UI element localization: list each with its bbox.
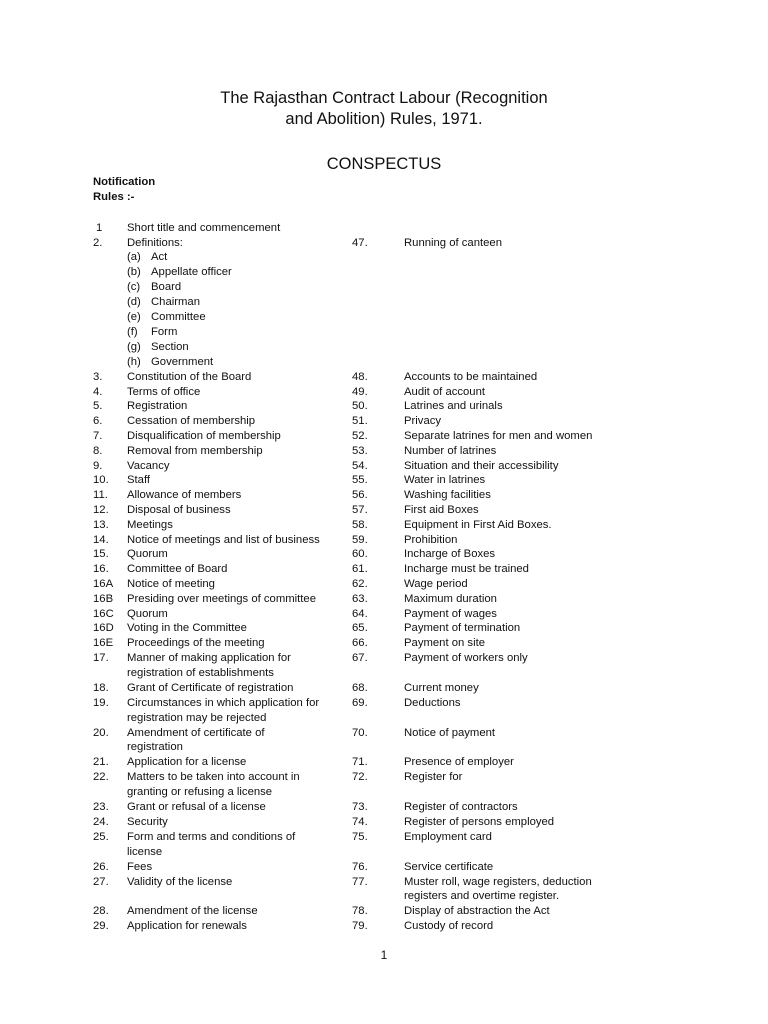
rule-number: 61. xyxy=(352,563,368,575)
rule-title: Payment of wages xyxy=(404,608,497,620)
rule-number: 19. xyxy=(93,697,109,709)
rule-title: registration xyxy=(127,741,183,753)
rule-title: Vacancy xyxy=(127,460,170,472)
rule-number: 71. xyxy=(352,756,368,768)
rule-number: 57. xyxy=(352,504,368,516)
rule-number: 16C xyxy=(93,608,114,620)
rule-title: Grant or refusal of a license xyxy=(127,801,266,813)
definition-letter: (g) xyxy=(127,341,141,353)
rule-title: Equipment in First Aid Boxes. xyxy=(404,519,552,531)
rule-title: Privacy xyxy=(404,415,442,427)
definition-term: Act xyxy=(151,251,168,263)
rule-title: Payment on site xyxy=(404,637,486,649)
rule-number: 11. xyxy=(93,489,108,501)
rule-title: Payment of termination xyxy=(404,622,521,634)
rule-number: 16D xyxy=(93,622,114,634)
rule-title: Maximum duration xyxy=(404,593,497,605)
definition-letter: (c) xyxy=(127,281,141,293)
rule-number: 13. xyxy=(93,519,109,531)
notification-label: Notification xyxy=(93,176,156,188)
definition-term: Appellate officer xyxy=(151,266,232,278)
rule-title: Meetings xyxy=(127,519,173,531)
rule-number: 75. xyxy=(352,831,368,843)
rule-number: 60. xyxy=(352,548,368,560)
rule-title: Register for xyxy=(404,771,463,783)
rules-label: Rules :- xyxy=(93,191,135,203)
rule-title: Circumstances in which application for xyxy=(127,697,320,709)
rule-title: Quorum xyxy=(127,608,168,620)
rule-title: Notice of meeting xyxy=(127,578,215,590)
rule-number: 67. xyxy=(352,652,368,664)
definition-term: Chairman xyxy=(151,296,200,308)
rule-number: 23. xyxy=(93,801,109,813)
rule-title: Incharge must be trained xyxy=(404,563,529,575)
rule-number: 56. xyxy=(352,489,368,501)
rule-number: 9. xyxy=(93,460,103,472)
rule-number: 70. xyxy=(352,727,368,739)
rule-title: Display of abstraction the Act xyxy=(404,905,550,917)
rule-title: First aid Boxes xyxy=(404,504,479,516)
rule-number: 48. xyxy=(352,371,368,383)
rule-number: 49. xyxy=(352,386,368,398)
rule-title: Amendment of certificate of xyxy=(127,727,265,739)
rule-number: 6. xyxy=(93,415,103,427)
rule-title: Removal from membership xyxy=(127,445,263,457)
rule-title: Number of latrines xyxy=(404,445,497,457)
rule-title: Audit of account xyxy=(404,386,486,398)
rule-title: Register of contractors xyxy=(404,801,518,813)
rule-title: Situation and their accessibility xyxy=(404,460,559,472)
title-line-1: The Rajasthan Contract Labour (Recognition xyxy=(220,89,548,107)
rule-number: 64. xyxy=(352,608,368,620)
rule-number: 54. xyxy=(352,460,368,472)
definition-letter: (h) xyxy=(127,356,141,368)
definition-letter: (e) xyxy=(127,311,141,323)
rule-title: Current money xyxy=(404,682,479,694)
definition-letter: (f) xyxy=(127,326,138,338)
rule-title: Application for a license xyxy=(127,756,247,768)
rule-title: Validity of the license xyxy=(127,876,233,888)
rule-title: Payment of workers only xyxy=(404,652,528,664)
rule-title: Incharge of Boxes xyxy=(404,548,496,560)
rule-number: 79. xyxy=(352,920,368,932)
rule-number: 62. xyxy=(352,578,368,590)
rule-number: 7. xyxy=(93,430,103,442)
rule-number: 14. xyxy=(93,534,109,546)
rule-number: 26. xyxy=(93,861,109,873)
rule-title: Disposal of business xyxy=(127,504,231,516)
rule-title: license xyxy=(127,846,163,858)
rule-number: 76. xyxy=(352,861,368,873)
rule-number: 16B xyxy=(93,593,114,605)
rule-title: registration of establishments xyxy=(127,667,274,679)
rule-title: Allowance of members xyxy=(127,489,242,501)
rule-number: 51. xyxy=(352,415,368,427)
definition-letter: (b) xyxy=(127,266,141,278)
rule-number: 66. xyxy=(352,637,368,649)
rule-title: granting or refusing a license xyxy=(127,786,273,798)
rule-number: 77. xyxy=(352,876,368,888)
rule-number: 78. xyxy=(352,905,368,917)
rule-title: Deductions xyxy=(404,697,461,709)
rule-title: Application for renewals xyxy=(127,920,247,932)
rule-title: Presiding over meetings of committee xyxy=(127,593,316,605)
rule-number: 2. xyxy=(93,237,103,249)
rule-number: 4. xyxy=(93,386,103,398)
rule-number: 15. xyxy=(93,548,109,560)
rule-title: Manner of making application for xyxy=(127,652,291,664)
definition-term: Board xyxy=(151,281,182,293)
rule-title: Accounts to be maintained xyxy=(404,371,538,383)
rule-number: 47. xyxy=(352,237,368,249)
rule-title: Amendment of the license xyxy=(127,905,258,917)
rule-title: Separate latrines for men and women xyxy=(404,430,593,442)
rule-title: registration may be rejected xyxy=(127,712,267,724)
rule-number: 12. xyxy=(93,504,109,516)
rule-title: Matters to be taken into account in xyxy=(127,771,300,783)
rule-number: 24. xyxy=(93,816,109,828)
rule-title: Constitution of the Board xyxy=(127,371,252,383)
rule-number: 17. xyxy=(93,652,109,664)
title-line-2: and Abolition) Rules, 1971. xyxy=(285,110,483,128)
rule-number: 16E xyxy=(93,637,114,649)
rule-title: Staff xyxy=(127,474,151,486)
rule-number: 52. xyxy=(352,430,368,442)
rule-number: 68. xyxy=(352,682,368,694)
rule-title: Latrines and urinals xyxy=(404,400,503,412)
rule-number: 20. xyxy=(93,727,109,739)
rule-title: Register of persons employed xyxy=(404,816,555,828)
rule-title: Short title and commencement xyxy=(127,222,281,234)
rule-number: 3. xyxy=(93,371,103,383)
rule-number: 53. xyxy=(352,445,368,457)
rule-title: Definitions: xyxy=(127,237,183,249)
rule-title: Wage period xyxy=(404,578,468,590)
rule-number: 16A xyxy=(93,578,114,590)
page-number: 1 xyxy=(380,948,388,962)
rule-number: 65. xyxy=(352,622,368,634)
rule-number: 63. xyxy=(352,593,368,605)
rule-title: Form and terms and conditions of xyxy=(127,831,296,843)
rule-title: Employment card xyxy=(404,831,492,843)
rule-number: 21. xyxy=(93,756,109,768)
rule-number: 55. xyxy=(352,474,368,486)
rule-title: Voting in the Committee xyxy=(127,622,247,634)
definition-term: Committee xyxy=(151,311,206,323)
rule-number: 74. xyxy=(352,816,368,828)
rule-title: Water in latrines xyxy=(404,474,486,486)
rule-title: Registration xyxy=(127,400,188,412)
rule-title: registers and overtime register. xyxy=(404,890,560,902)
rule-number: 22. xyxy=(93,771,109,783)
rule-title: Notice of payment xyxy=(404,727,496,739)
rule-title: Cessation of membership xyxy=(127,415,256,427)
rule-title: Terms of office xyxy=(127,386,201,398)
rule-title: Running of canteen xyxy=(404,237,502,249)
rule-title: Custody of record xyxy=(404,920,494,932)
rule-title: Service certificate xyxy=(404,861,494,873)
definition-letter: (d) xyxy=(127,296,141,308)
rule-number: 5. xyxy=(93,400,103,412)
definition-letter: (a) xyxy=(127,251,141,263)
rule-title: Presence of employer xyxy=(404,756,514,768)
rule-title: Notice of meetings and list of business xyxy=(127,534,320,546)
rule-number: 10. xyxy=(93,474,109,486)
rule-title: Washing facilities xyxy=(404,489,491,501)
rule-number: 73. xyxy=(352,801,368,813)
rule-title: Disqualification of membership xyxy=(127,430,281,442)
rule-title: Fees xyxy=(127,861,153,873)
rule-title: Prohibition xyxy=(404,534,458,546)
rule-number: 1 xyxy=(96,222,103,234)
rule-title: Proceedings of the meeting xyxy=(127,637,265,649)
rule-number: 72. xyxy=(352,771,368,783)
rule-number: 59. xyxy=(352,534,368,546)
rule-title: Committee of Board xyxy=(127,563,228,575)
definition-term: Form xyxy=(151,326,178,338)
rule-title: Grant of Certificate of registration xyxy=(127,682,294,694)
rule-title: Muster roll, wage registers, deduction xyxy=(404,876,592,888)
rule-number: 27. xyxy=(93,876,109,888)
rule-number: 58. xyxy=(352,519,368,531)
rule-number: 16. xyxy=(93,563,109,575)
conspectus-heading: CONSPECTUS xyxy=(326,155,442,173)
definition-term: Section xyxy=(151,341,189,353)
rule-number: 28. xyxy=(93,905,109,917)
rule-title: Security xyxy=(127,816,168,828)
rule-number: 18. xyxy=(93,682,109,694)
definition-term: Government xyxy=(151,356,214,368)
rule-number: 25. xyxy=(93,831,109,843)
rule-title: Quorum xyxy=(127,548,168,560)
rule-number: 50. xyxy=(352,400,368,412)
rule-number: 69. xyxy=(352,697,368,709)
rule-number: 8. xyxy=(93,445,103,457)
rule-number: 29. xyxy=(93,920,109,932)
